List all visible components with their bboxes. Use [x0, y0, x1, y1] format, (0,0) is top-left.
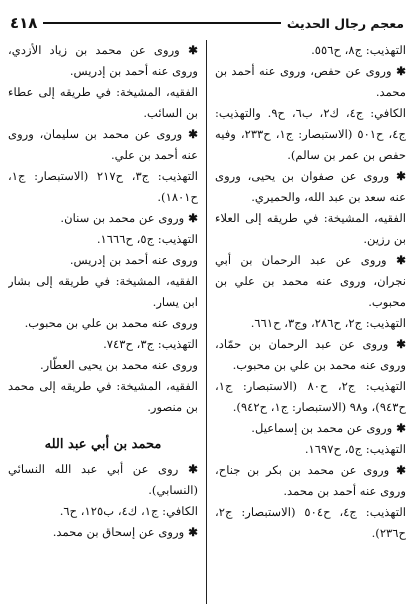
two-column-body: [8, 40, 406, 604]
paragraph-text: التهذيب: ج٣، ح٢١٧ (الاستبصار: ج١، ح١٨٠١).: [8, 169, 198, 204]
paragraph-text: الفقيه، المشيخة: في طريقه إلى العلاء بن رزين.: [215, 211, 406, 246]
text-paragraph: [215, 208, 406, 250]
header-rule: [43, 22, 280, 24]
text-paragraph: [8, 459, 198, 501]
text-paragraph: [215, 40, 406, 61]
star-bullet-icon: ✱: [182, 127, 198, 141]
paragraph-text: الفقيه، المشيخة: في طريقه إلى محمد بن منصور.: [8, 379, 198, 414]
paragraph-text: روى عن أبي عبد الله النسائي (النسابي).: [8, 462, 198, 497]
left-column: [8, 40, 207, 604]
text-paragraph: [215, 376, 406, 418]
paragraph-text: وروى عنه محمد بن علي بن محبوب.: [24, 316, 198, 330]
star-bullet-icon: ✱: [179, 43, 198, 57]
star-bullet-icon: ✱: [178, 462, 198, 476]
paragraph-text: وروى عن محمد بن بكر بن جناح، وروى عنه أحمد بن محمد.: [215, 463, 406, 498]
text-paragraph: [8, 40, 198, 82]
text-paragraph: [8, 355, 198, 376]
star-bullet-icon: ✱: [389, 169, 406, 183]
text-paragraph: [215, 502, 406, 544]
text-paragraph: [215, 334, 406, 376]
text-paragraph: [215, 61, 406, 103]
paragraph-text: التهذيب: ج٨، ح٥٥٦.: [311, 43, 406, 57]
text-paragraph: [8, 82, 198, 124]
paragraph-text: وروى عن محمد بن سنان.: [60, 211, 185, 225]
paragraph-text: الفقيه، المشيخة: في طريقه إلى عطاء بن السائب.: [8, 85, 198, 120]
text-paragraph: [8, 376, 198, 418]
star-bullet-icon: ✱: [184, 525, 198, 539]
text-paragraph: [215, 250, 406, 313]
star-bullet-icon: ✱: [389, 463, 406, 477]
text-paragraph: [215, 439, 406, 460]
paragraph-text: التهذيب: ج٢، ح٨٠ (الاستبصار: ج١، ح٩٤٣)، و٩٨ (الاستبصار: ج١، ح٩٤٢).: [215, 379, 406, 414]
text-paragraph: [8, 124, 198, 166]
text-paragraph: [8, 250, 198, 271]
paragraph-text: وروى عن محمد بن سليمان، وروى عنه أحمد بن علي.: [8, 127, 198, 162]
text-paragraph: [8, 522, 198, 543]
text-paragraph: [215, 313, 406, 334]
right-column: [207, 40, 406, 604]
text-paragraph: [8, 334, 198, 355]
text-paragraph: [8, 501, 198, 522]
text-paragraph: [8, 166, 198, 208]
star-bullet-icon: ✱: [184, 211, 198, 225]
paragraph-text: وروى عنه أحمد بن إدريس.: [69, 253, 198, 267]
text-paragraph: [8, 229, 198, 250]
star-bullet-icon: ✱: [388, 337, 406, 351]
paragraph-text: وروى عن عبد الرحمان بن حمّاد، وروى عنه محمد بن علي بن محبوب.: [215, 337, 406, 372]
paragraph-text: وروى عن صفوان بن يحيى، وروى عنه سعد بن عبد الله، والحميري.: [215, 169, 406, 204]
paragraph-text: التهذيب: ج٤، ح٥٠٤ (الاستبصار: ج٢، ح٢٣٦).: [215, 505, 406, 540]
star-bullet-icon: ✱: [386, 253, 406, 267]
text-paragraph: [8, 271, 198, 313]
text-paragraph: [215, 166, 406, 208]
star-bullet-icon: ✱: [392, 421, 406, 435]
paragraph-text: وروى عن حفص، وروى عنه أحمد بن محمد.: [215, 64, 406, 99]
text-paragraph: [8, 313, 198, 334]
text-paragraph: [215, 418, 406, 439]
paragraph-text: الكافي: ج١، ك٤، ب١٢٥، ح٦.: [59, 504, 198, 518]
text-paragraph: [215, 460, 406, 502]
text-paragraph: [215, 103, 406, 166]
paragraph-text: الكافي: ج٤، ك٢، ب٦، ح٩. والتهذيب: ج٤، ح٥٠١ (الاستبصار: ج١، ح٢٣٣، وفيه حفص بن عمر بن سالم).: [215, 106, 406, 162]
paragraph-text: وروى عن محمد بن إسماعيل.: [251, 421, 393, 435]
paragraph-text: التهذيب: ج٢، ح٢٨٦، وج٣، ح٦٦١.: [250, 316, 406, 330]
paragraph-text: وروى عن إسحاق بن محمد.: [52, 525, 185, 539]
entry-paragraphs: [8, 459, 198, 543]
entry-heading: محمد بن أبي عبد الله: [44, 437, 162, 452]
paragraph-text: وروى عنه محمد بن يحيى العطّار.: [39, 358, 198, 372]
text-paragraph: [8, 208, 198, 229]
paragraph-text: وروى عن عبد الرحمان بن أبي نجران، وروى عنه محمد بن علي بن محبوب.: [215, 253, 406, 309]
star-bullet-icon: ✱: [391, 64, 406, 78]
paragraph-text: التهذيب: ج٣، ح٧٤٣.: [103, 337, 198, 351]
running-title: معجم رجال الحديث: [286, 15, 404, 31]
left-column-paragraphs: [8, 40, 198, 418]
page-number: ٤١٨: [10, 14, 38, 32]
paragraph-text: التهذيب: ج٥، ح١٦٦٦.: [96, 232, 198, 246]
paragraph-text: وروى عن محمد بن زياد الأزدي، وروى عنه أحمد بن إدريس.: [8, 43, 198, 78]
page-header: [10, 12, 404, 34]
paragraph-text: التهذيب: ج٥، ح١٦٩٧.: [304, 442, 406, 456]
paragraph-text: الفقيه، المشيخة: في طريقه إلى بشار ابن يسار.: [8, 274, 198, 309]
